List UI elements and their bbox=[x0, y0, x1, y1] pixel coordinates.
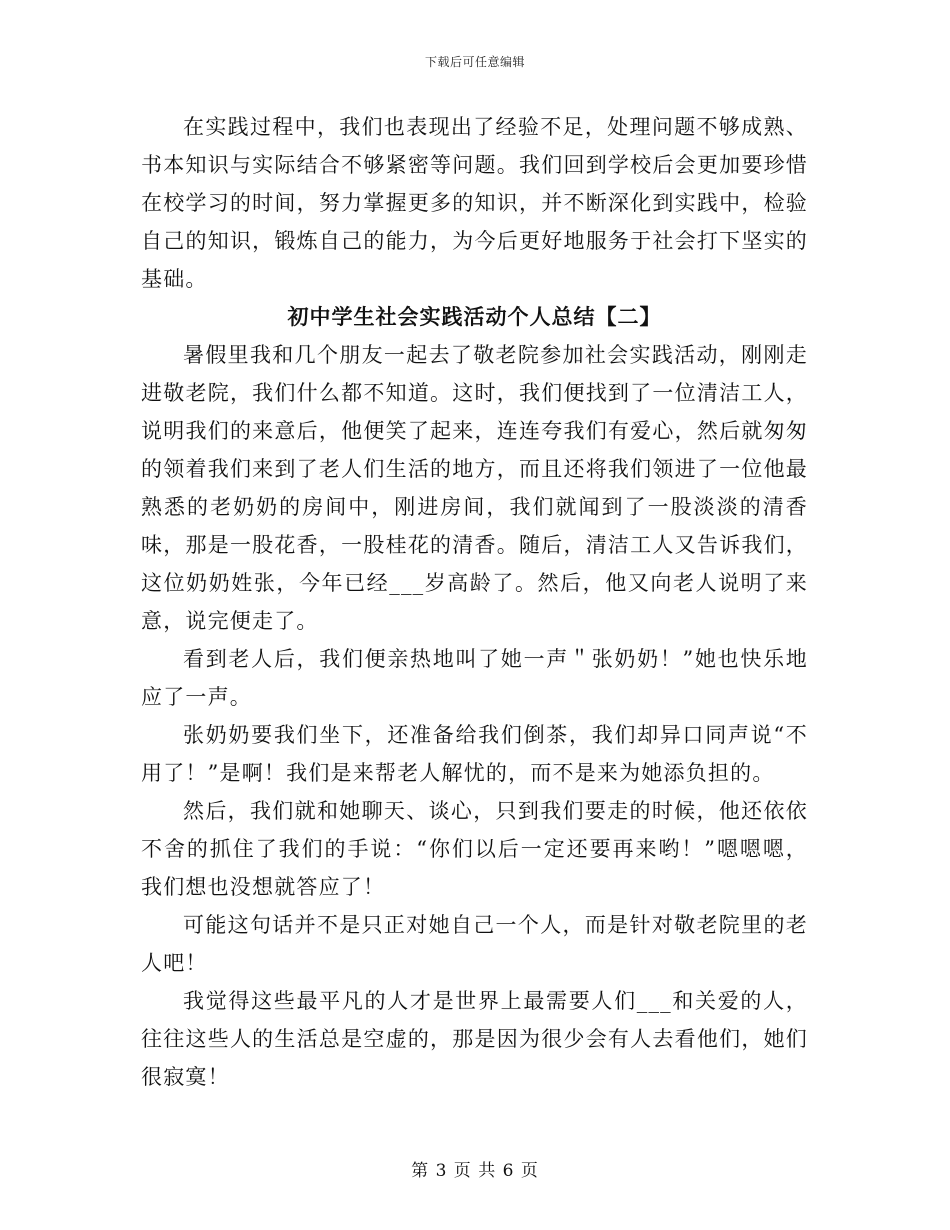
paragraph: 张奶奶要我们坐下，还准备给我们倒茶，我们却异口同声说“不用了！”是啊！我们是来帮老人解忧的，而不是来为她添负担的。 bbox=[141, 723, 808, 785]
page-number: 第 3 页 共 6 页 bbox=[411, 1161, 539, 1181]
section-title: 初中学生社会实践活动个人总结【二】 bbox=[287, 305, 662, 329]
paragraph: 在实践过程中，我们也表现出了经验不足，处理问题不够成熟、书本知识与实际结合不够紧密等问题。我们回到学校后会更加要珍惜在校学习的时间，努力掌握更多的知识，并不断深化到实践中，检验自己的知识，锻炼自己的能力，为今后更好地服务于社会打下坚实的基础。 bbox=[141, 115, 808, 291]
paragraph: 然后，我们就和她聊天、谈心，只到我们要走的时候，他还依依不舍的抓住了我们的手说：“你们以后一定还要再来哟！”嗯嗯嗯，我们想也没想就答应了！ bbox=[141, 799, 808, 899]
paragraph: 看到老人后，我们便亲热地叫了她一声＂张奶奶！”她也快乐地应了一声。 bbox=[141, 647, 808, 709]
paragraph: 可能这句话并不是只正对她自己一个人，而是针对敬老院里的老人吧！ bbox=[141, 913, 808, 975]
paragraph: 我觉得这些最平凡的人才是世界上最需要人们___和关爱的人，往往这些人的生活总是空虚的，那是因为很少会有人去看他们，她们很寂寞！ bbox=[141, 989, 808, 1089]
document-body bbox=[141, 108, 808, 1096]
paragraph: 暑假里我和几个朋友一起去了敬老院参加社会实践活动，刚刚走进敬老院，我们什么都不知道。这时，我们便找到了一位清洁工人，说明我们的来意后，他便笑了起来，连连夸我们有爱心，然后就匆匆的领着我们来到了老人们生活的地方，而且还将我们领进了一位他最熟悉的老奶奶的房间中，刚进房间，我们就闻到了一股淡淡的清香味，那是一股花香，一股桂花的清香。随后，清洁工人又告诉我们，这位奶奶姓张，今年已经___岁高龄了。然后，他又向老人说明了来意，说完便走了。 bbox=[141, 343, 808, 633]
page-header-note: 下载后可任意编辑 bbox=[424, 55, 525, 69]
